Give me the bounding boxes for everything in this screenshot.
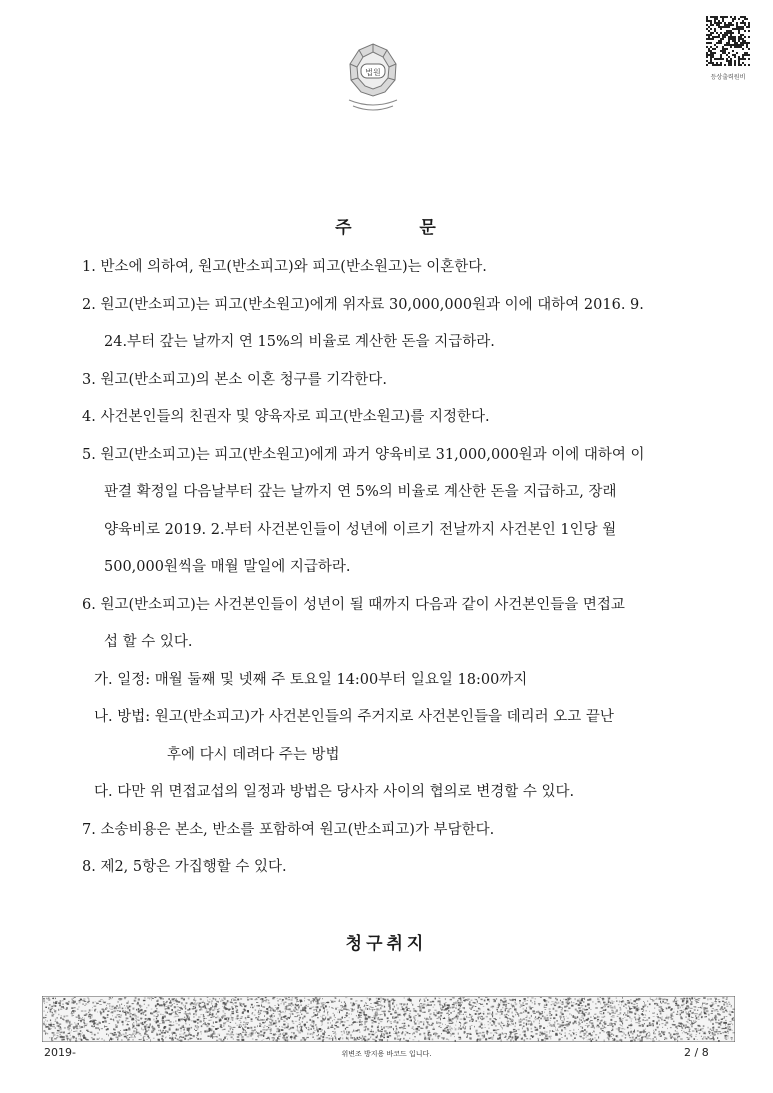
order-item-3: 3. 원고(반소피고)의 본소 이혼 청구를 기각한다.: [82, 372, 387, 388]
anti-forgery-barcode-icon: [42, 996, 735, 1042]
order-item-2: 2. 원고(반소피고)는 피고(반소원고)에게 위자료 30,000,000원과 이에 대하여 2016. 9.: [82, 297, 644, 313]
footer-case-number: 2019-: [44, 1046, 76, 1059]
order-item-8: 8. 제2, 5항은 가집행할 수 있다.: [82, 859, 287, 875]
order-item-6-na-cont: 후에 다시 데려다 주는 방법: [167, 747, 340, 763]
section-title: 청구취지: [345, 934, 428, 954]
order-item-5-cont-2: 양육비로 2019. 2.부터 사건본인들이 성년에 이르기 전날까지 사건본인 1인당 월: [104, 522, 617, 538]
page-title: [0, 213, 773, 238]
title-char-2: 문: [419, 218, 438, 238]
emblem-text: 법원: [365, 68, 381, 77]
title-char-1: 주: [335, 218, 354, 238]
page-number: 2 / 8: [684, 1046, 709, 1059]
qr-code-icon: [706, 16, 750, 66]
order-item-6-da: 다. 다만 위 면접교섭의 일정과 방법은 당사자 사이의 협의로 변경할 수 있다.: [94, 784, 575, 800]
court-emblem-icon: [343, 40, 403, 116]
order-item-5-cont-1: 판결 확정일 다음날부터 갚는 날까지 연 5%의 비율로 계산한 돈을 지급하고, 장래: [104, 484, 617, 500]
order-item-6: 6. 원고(반소피고)는 사건본인들이 성년이 될 때까지 다음과 같이 사건본인들을 면접교: [82, 597, 625, 613]
order-item-2-cont: 24.부터 갚는 날까지 연 15%의 비율로 계산한 돈을 지급하라.: [104, 334, 495, 350]
order-item-6-na: 나. 방법: 원고(반소피고)가 사건본인들의 주거지로 사건본인들을 데리러 오고 끝난: [94, 709, 614, 725]
order-item-5: 5. 원고(반소피고)는 피고(반소원고)에게 과거 양육비로 31,000,000원과 이에 대하여 이: [82, 447, 645, 463]
order-item-1: 1. 반소에 의하여, 원고(반소피고)와 피고(반소원고)는 이혼한다.: [82, 259, 487, 275]
order-item-7: 7. 소송비용은 본소, 반소를 포함하여 원고(반소피고)가 부담한다.: [82, 822, 495, 838]
order-item-5-cont-3: 500,000원씩을 매월 말일에 지급하라.: [104, 559, 351, 575]
footer-barcode-note: 위변조 방지용 바코드 입니다.: [341, 1050, 432, 1058]
order-item-6-ga: 가. 일정: 매월 둘째 및 넷째 주 토요일 14:00부터 일요일 18:00까지: [94, 672, 528, 688]
order-item-6-cont: 섭 할 수 있다.: [104, 634, 193, 650]
qr-caption: 등상출력원비: [710, 74, 746, 81]
order-item-4: 4. 사건본인들의 친권자 및 양육자로 피고(반소원고)를 지정한다.: [82, 409, 490, 425]
